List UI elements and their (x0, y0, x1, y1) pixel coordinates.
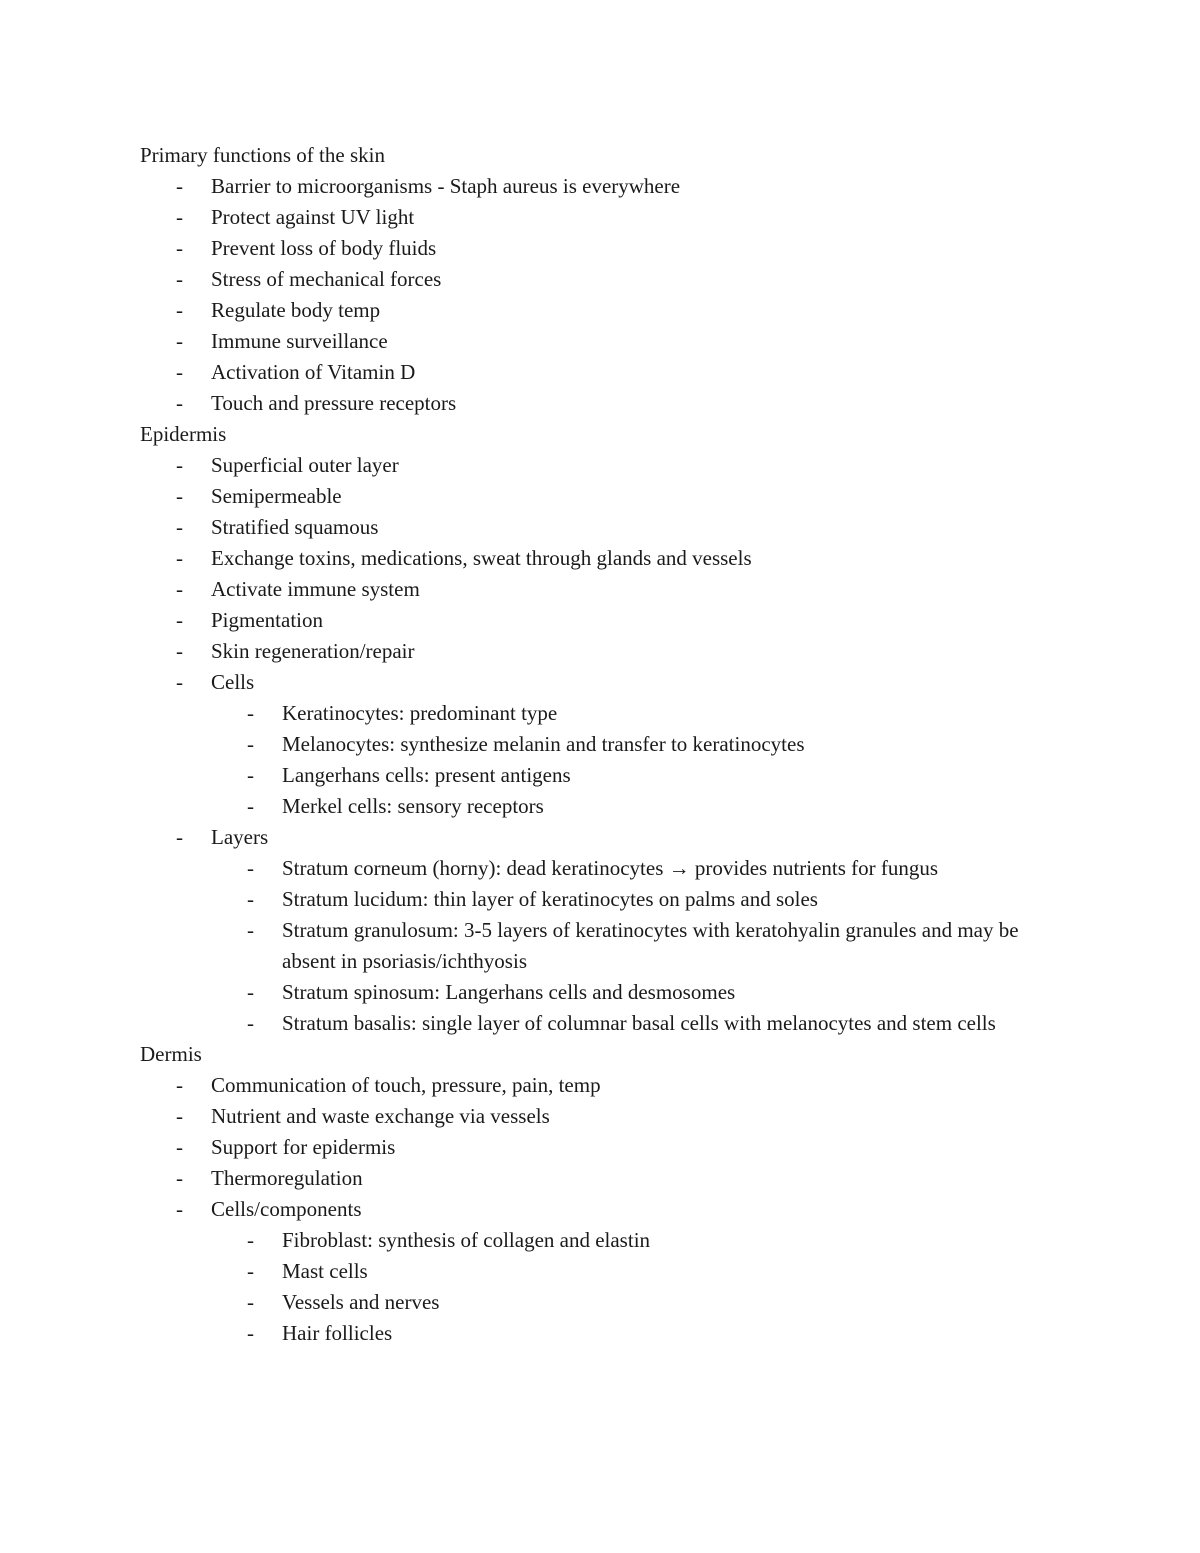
bullet-dash: - (176, 484, 183, 508)
bullet-text: Pigmentation (211, 608, 323, 632)
bullet-text: Nutrient and waste exchange via vessels (211, 1104, 550, 1128)
bullet-dash: - (176, 174, 183, 198)
bullet-dash: - (247, 887, 254, 911)
bullet-item (0, 1070, 1200, 1101)
bullet-item (0, 295, 1200, 326)
bullet-text: Activate immune system (211, 577, 420, 601)
bullet-item (0, 171, 1200, 202)
bullet-dash: - (176, 515, 183, 539)
bullet-dash: - (176, 577, 183, 601)
bullet-dash: - (176, 825, 183, 849)
bullet-item (0, 636, 1200, 667)
bullet-item (0, 543, 1200, 574)
bullet-text: Skin regeneration/repair (211, 639, 415, 663)
bullet-dash: - (247, 1259, 254, 1283)
bullet-dash: - (247, 1011, 254, 1035)
bullet-dash: - (176, 360, 183, 384)
bullet-dash: - (247, 732, 254, 756)
section-heading: Primary functions of the skin (140, 143, 385, 167)
sub-bullet-item (0, 1318, 1200, 1349)
bullet-item (0, 481, 1200, 512)
bullet-text: Hair follicles (282, 1321, 393, 1345)
bullet-dash: - (247, 1321, 254, 1345)
bullet-text: Mast cells (282, 1259, 368, 1283)
bullet-text: Cells (211, 670, 255, 694)
document-body (0, 140, 1200, 1349)
bullet-dash: - (176, 1197, 183, 1221)
bullet-dash: - (176, 639, 183, 663)
bullet-dash: - (176, 670, 183, 694)
sub-bullet-item (0, 760, 1200, 791)
bullet-text: Stratum granulosum: 3-5 layers of keratinocytes with keratohyalin granules and may be absent in psoriasis/ichthyosis (282, 918, 1019, 973)
bullet-dash: - (176, 205, 183, 229)
bullet-dash: - (176, 329, 183, 353)
sub-bullet-item (0, 977, 1200, 1008)
sub-bullet-item (0, 915, 1200, 977)
bullet-text: Barrier to microorganisms - Staph aureus is everywhere (211, 174, 681, 198)
bullet-text: Regulate body temp (211, 298, 381, 322)
bullet-text: Stratum corneum (horny): dead keratinocytes → provides nutrients for fungus (282, 856, 939, 880)
bullet-item (0, 233, 1200, 264)
bullet-text: Immune surveillance (211, 329, 388, 353)
bullet-text: Layers (211, 825, 269, 849)
bullet-item (0, 326, 1200, 357)
sub-bullet-item (0, 1287, 1200, 1318)
bullet-item (0, 1101, 1200, 1132)
bullet-text: Protect against UV light (211, 205, 415, 229)
bullet-dash: - (176, 298, 183, 322)
bullet-item (0, 512, 1200, 543)
bullet-dash: - (176, 608, 183, 632)
bullet-dash: - (247, 1228, 254, 1252)
bullet-text: Activation of Vitamin D (211, 360, 416, 384)
bullet-dash: - (176, 1104, 183, 1128)
bullet-text: Fibroblast: synthesis of collagen and elastin (282, 1228, 651, 1252)
bullet-dash: - (247, 701, 254, 725)
bullet-text: Merkel cells: sensory receptors (282, 794, 544, 818)
sub-bullet-item (0, 1256, 1200, 1287)
bullet-dash: - (176, 1135, 183, 1159)
bullet-dash: - (176, 546, 183, 570)
bullet-item (0, 1163, 1200, 1194)
section-heading: Epidermis (140, 422, 227, 446)
bullet-dash: - (247, 980, 254, 1004)
bullet-text: Cells/components (211, 1197, 362, 1221)
sub-bullet-item (0, 884, 1200, 915)
bullet-text: Touch and pressure receptors (211, 391, 457, 415)
bullet-text: Melanocytes: synthesize melanin and transfer to keratinocytes (282, 732, 805, 756)
sub-bullet-item (0, 1008, 1200, 1039)
sub-bullet-item (0, 853, 1200, 884)
bullet-dash: - (247, 918, 254, 942)
bullet-item (0, 1132, 1200, 1163)
bullet-item (0, 264, 1200, 295)
bullet-text: Keratinocytes: predominant type (282, 701, 558, 725)
sub-bullet-item (0, 791, 1200, 822)
bullet-text: Exchange toxins, medications, sweat through glands and vessels (211, 546, 752, 570)
sub-bullet-item (0, 1225, 1200, 1256)
bullet-item (0, 605, 1200, 636)
bullet-item (0, 1194, 1200, 1225)
bullet-text: Prevent loss of body fluids (211, 236, 437, 260)
bullet-dash: - (176, 1073, 183, 1097)
bullet-dash: - (176, 391, 183, 415)
bullet-item (0, 667, 1200, 698)
bullet-text: Superficial outer layer (211, 453, 399, 477)
sub-bullet-item (0, 729, 1200, 760)
bullet-text: Stratum spinosum: Langerhans cells and desmosomes (282, 980, 736, 1004)
bullet-item (0, 450, 1200, 481)
bullet-dash: - (247, 794, 254, 818)
bullet-text: Langerhans cells: present antigens (282, 763, 571, 787)
section-heading: Dermis (140, 1042, 202, 1066)
bullet-dash: - (176, 453, 183, 477)
bullet-text: Semipermeable (211, 484, 342, 508)
bullet-item (0, 357, 1200, 388)
bullet-dash: - (176, 267, 183, 291)
bullet-text: Thermoregulation (211, 1166, 363, 1190)
bullet-item (0, 574, 1200, 605)
bullet-text: Stress of mechanical forces (211, 267, 442, 291)
bullet-dash: - (176, 236, 183, 260)
bullet-text: Vessels and nerves (282, 1290, 440, 1314)
bullet-item (0, 388, 1200, 419)
bullet-dash: - (247, 856, 254, 880)
bullet-text: Stratum lucidum: thin layer of keratinocytes on palms and soles (282, 887, 818, 911)
bullet-item (0, 822, 1200, 853)
bullet-text: Communication of touch, pressure, pain, temp (211, 1073, 601, 1097)
bullet-text: Stratum basalis: single layer of columnar basal cells with melanocytes and stem cells (282, 1011, 996, 1035)
bullet-text: Support for epidermis (211, 1135, 396, 1159)
bullet-dash: - (247, 763, 254, 787)
bullet-dash: - (176, 1166, 183, 1190)
bullet-dash: - (247, 1290, 254, 1314)
bullet-item (0, 202, 1200, 233)
bullet-text: Stratified squamous (211, 515, 379, 539)
sub-bullet-item (0, 698, 1200, 729)
